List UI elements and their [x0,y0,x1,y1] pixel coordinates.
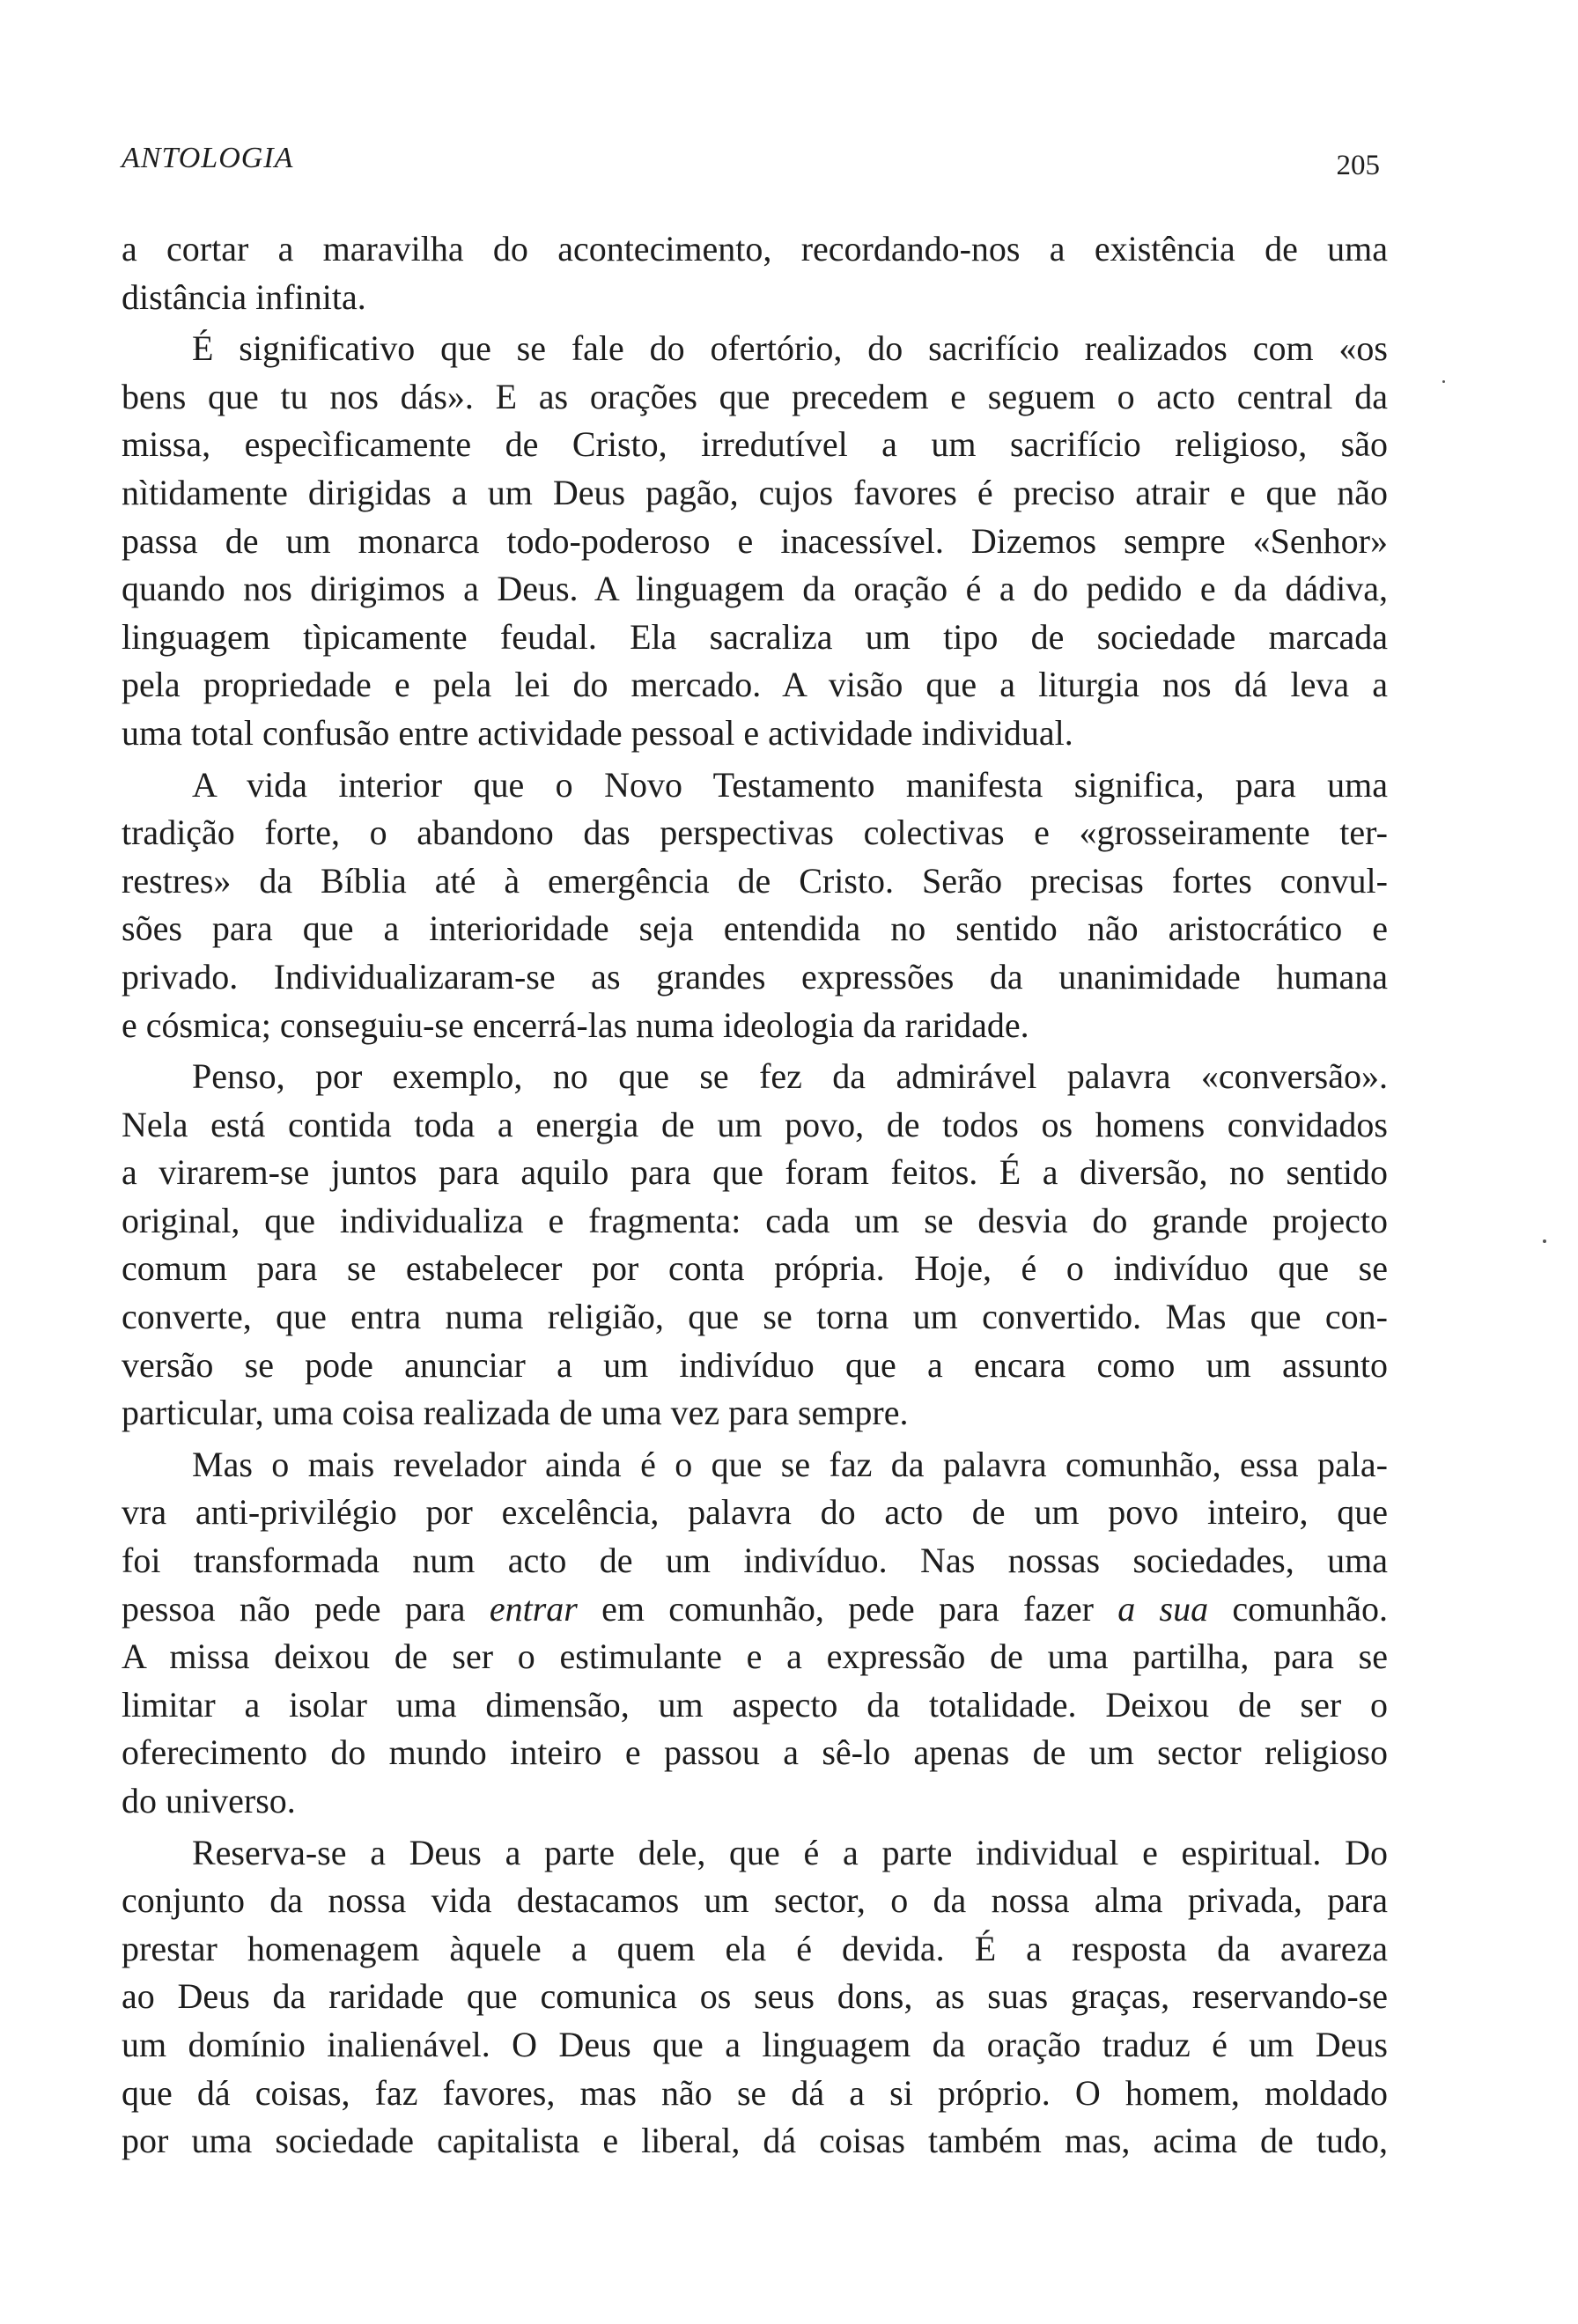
text-line: prestar homenagem àquele a quem ela é devida. É a resposta da avareza [122,1928,1388,1968]
text-line: restres» da Bíblia até à emergência de Cristo. Serão precisas fortes convul- [122,860,1388,901]
text-line: ao Deus da raridade que comunica os seus dons, as suas graças, reservando-se [122,1976,1388,2017]
text-line: sões para que a interioridade seja entendida no sentido não aristocrático e [122,908,1388,949]
text-line: distância infinita. [122,276,366,317]
text-line: bens que tu nos dás». E as orações que precedem e seguem o acto central da [122,376,1388,416]
text-line: Mas o mais revelador ainda é o que se faz da palavra comunhão, essa pala- [192,1444,1388,1484]
text-line: foi transformada num acto de um indivíduo. Nas nossas sociedades, uma [122,1541,1388,1581]
text-line: uma total confusão entre actividade pessoal e actividade individual. [122,712,1073,753]
text-line: Reserva-se a Deus a parte dele, que é a parte individual e espiritual. Do [192,1832,1388,1872]
text-line: A vida interior que o Novo Testamento manifesta significa, para uma [192,764,1388,805]
text-line: quando nos dirigimos a Deus. A linguagem da oração é a do pedido e da dádiva, [122,569,1388,609]
text-line: a cortar a maravilha do acontecimento, recordando-nos a existência de uma [122,229,1388,268]
text-line: original, que individualiza e fragmenta: cada um se desvia do grande projecto [122,1200,1388,1240]
text-line: versão se pode anunciar a um indivíduo que a encara como um assunto [122,1344,1388,1385]
paragraph [122,1829,1388,2166]
text-line: que dá coisas, faz favores, mas não se dá a si próprio. O homem, moldado [122,2072,1388,2113]
text-line: comum para se estabelecer por conta própria. Hoje, é o indivíduo que se [122,1248,1388,1289]
paragraph [122,1441,1388,1826]
print-speck [1543,1239,1546,1243]
text-line: tradição forte, o abandono das perspectivas colectivas e «grosseiramente ter- [122,813,1388,853]
text-line: pela propriedade e pela lei do mercado. A visão que a liturgia nos dá leva a [122,665,1388,705]
text-line: Nela está contida toda a energia de um povo, de todos os homens convidados [122,1104,1388,1144]
running-head: ANTOLOGIA [122,142,294,174]
text-line: passa de um monarca todo-poderoso e inacessível. Dizemos sempre «Senhor» [122,520,1388,561]
text-line: missa, especìficamente de Cristo, irredutível a um sacrifício religioso, são [122,424,1388,465]
text-line: Penso, por exemplo, no que se fez da admirável palavra «conversão». [192,1056,1388,1097]
paragraph [122,1053,1388,1438]
print-speck [1442,380,1445,383]
text-line: um domínio inalienável. O Deus que a linguagem da oração traduz é um Deus [122,2024,1388,2064]
text-line: É significativo que se fale do ofertório, do sacrifício realizados com «os [192,328,1388,369]
page-header [122,141,1380,185]
paragraph [122,325,1388,757]
page-number: 205 [1336,150,1380,181]
paragraph [122,761,1388,1050]
text-line: do universo. [122,1781,296,1820]
text-line: e cósmica; conseguiu-se encerrá-las numa ideologia da raridade. [122,1004,1029,1045]
body-text [122,225,1388,2166]
text-line: converte, que entra numa religião, que se torna um convertido. Mas que con- [122,1297,1388,1337]
text-line: vra anti-privilégio por excelência, palavra do acto de um povo inteiro, que [122,1492,1388,1533]
text-line: a virarem-se juntos para aquilo para que foram feitos. É a diversão, no sentido [122,1152,1388,1193]
text-line: particular, uma coisa realizada de uma vez para sempre. [122,1393,909,1433]
text-line: limitar a isolar uma dimensão, um aspecto da totalidade. Deixou de ser o [122,1684,1388,1725]
text-line: oferecimento do mundo inteiro e passou a sê-lo apenas de um sector religioso [122,1732,1388,1773]
text-line: nìtidamente dirigidas a um Deus pagão, cujos favores é preciso atrair e que não [122,472,1388,512]
text-line: A missa deixou de ser o estimulante e a expressão de uma partilha, para se [122,1636,1388,1677]
text-line: linguagem tìpicamente feudal. Ela sacraliza um tipo de sociedade marcada [122,616,1388,657]
paragraph [122,225,1388,321]
text-line: pessoa não pede para entrar em comunhão, pede para fazer a sua comunhão. [122,1588,1388,1629]
text-line: conjunto da nossa vida destacamos um sector, o da nossa alma privada, para [122,1880,1388,1921]
text-line: por uma sociedade capitalista e liberal, dá coisas também mas, acima de tudo, [122,2121,1388,2161]
text-line: privado. Individualizaram-se as grandes expressões da unanimidade humana [122,956,1388,997]
